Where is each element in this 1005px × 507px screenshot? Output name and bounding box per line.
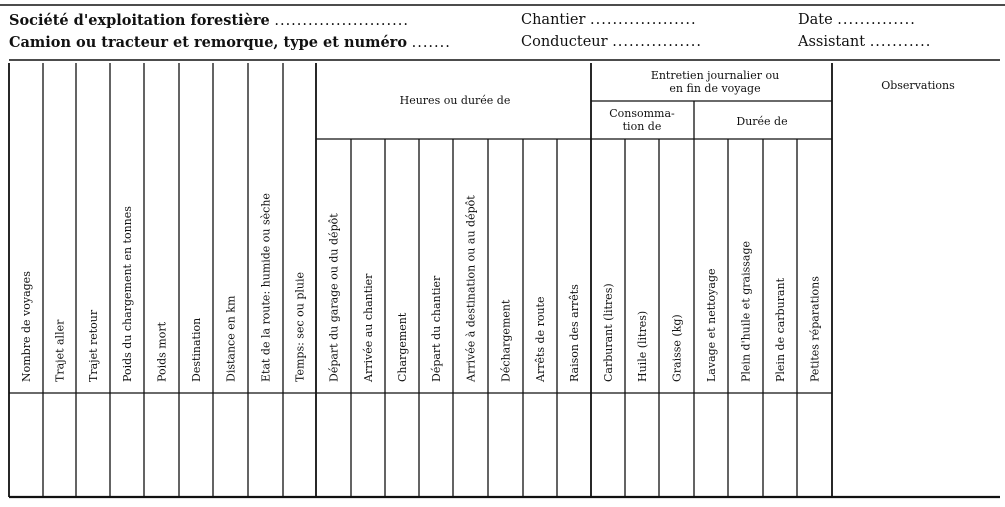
column-header: Départ du garage ou du dépôt (327, 213, 341, 382)
group-duree-label: Durée de (736, 115, 788, 128)
column-header: Graisse (kg) (670, 314, 684, 382)
column-header: Déchargement (499, 299, 513, 382)
column-header: Distance en km (224, 295, 238, 382)
header-label: Société d'exploitation forestière (9, 12, 270, 29)
observations-label: Observations (881, 79, 955, 92)
column-header: Poids du chargement en tonnes (121, 206, 134, 382)
column-header: Carburant (litres) (602, 283, 615, 382)
group-consommation-label-line1: Consomma- (609, 107, 675, 120)
column-header: Arrivée au chantier (362, 273, 375, 382)
column-header: Plein d'huile et graissage (739, 240, 753, 382)
header-label: Date (798, 12, 833, 28)
column-header: Petites réparations (808, 276, 822, 382)
group-entretien-label-line1: Entretien journalier ou (650, 69, 780, 82)
column-header: Trajet aller (53, 319, 67, 382)
column-header: Poids mort (155, 321, 169, 382)
header-label: Camion ou tracteur et remorque, type et numéro (9, 34, 407, 51)
group-entretien-label-line2: en fin de voyage (669, 82, 761, 95)
header-label: Conducteur (521, 34, 608, 50)
column-header: Nombre de voyages (20, 271, 33, 382)
column-header: Plein de carburant (774, 277, 787, 382)
header-label: Chantier (521, 12, 586, 28)
column-header: Huile (litres) (636, 310, 649, 382)
group-consommation-label-line2: tion de (622, 120, 662, 133)
column-header: Trajet retour (87, 309, 100, 382)
group-heures-label: Heures ou durée de (399, 94, 511, 107)
column-header: Départ du chantier (430, 275, 443, 382)
header-dots: ....... (411, 35, 451, 51)
header-label: Assistant (798, 34, 866, 50)
column-labels (20, 193, 822, 383)
column-header: Etat de la route: humide ou sèche (259, 193, 273, 382)
column-header: Lavage et nettoyage (705, 268, 718, 382)
column-header: Arrêts de route (534, 296, 547, 382)
column-header: Chargement (396, 312, 409, 382)
table-lines (0, 5, 1005, 497)
header-dots: ........................ (274, 13, 409, 29)
header-dots: .............. (837, 12, 916, 28)
header-dots: ........... (869, 34, 932, 50)
column-header: Raison des arrêts (568, 284, 581, 382)
column-header: Destination (190, 317, 203, 382)
column-header: Temps: sec ou pluie (293, 272, 307, 382)
column-header: Arrivée à destination ou au dépôt (464, 195, 478, 382)
header-dots: ................ (612, 34, 702, 50)
header-dots: ................... (590, 12, 697, 28)
